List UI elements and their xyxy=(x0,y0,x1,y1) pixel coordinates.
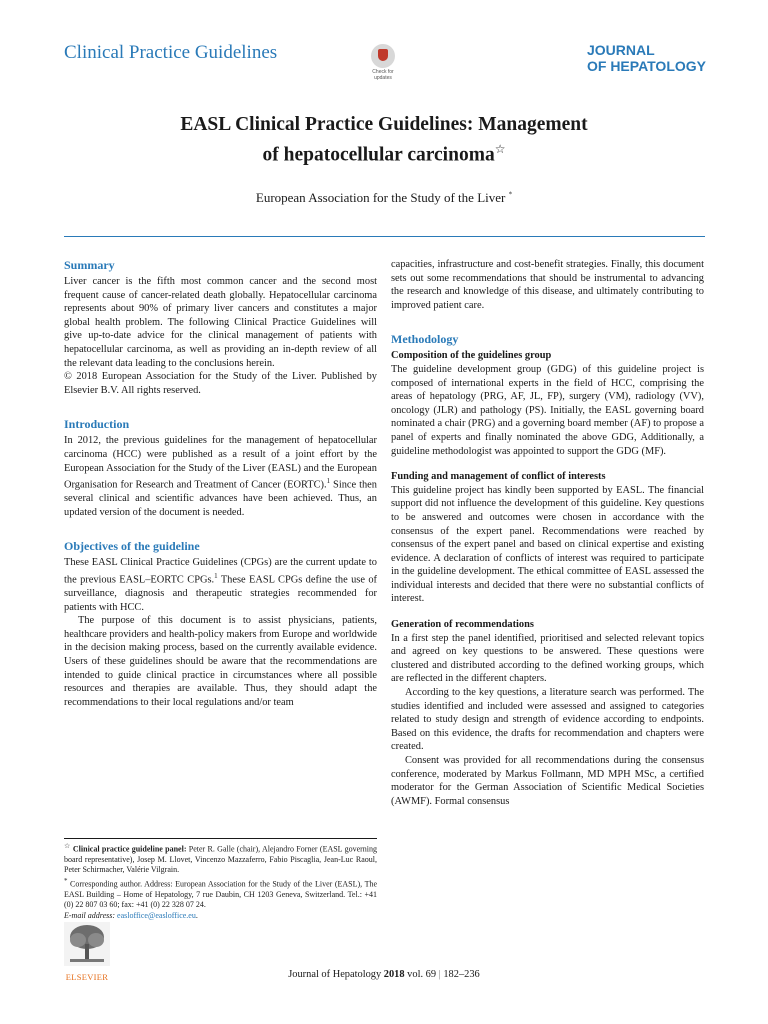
journal-logo-line2: OF HEPATOLOGY xyxy=(586,58,706,74)
badge-line1: Check for xyxy=(372,69,394,75)
section-title: Clinical Practice Guidelines xyxy=(64,42,278,63)
generation-paragraph-2: According to the key questions, a literature search was performed. The studies identified and included were assessed and assigned to categories related to study design and strength of evidence according to endpoints. Based on this evidence, the drafts for recommendation and chapters were created. xyxy=(391,687,704,753)
generation-paragraph-1: In a first step the panel identified, prioritised and selected relevant topics and agreed on key questions to be answered. These questions were clustered and distributed according to the defined working groups, which are reflected in the different chapters. xyxy=(391,632,704,685)
footer-pages: 182–236 xyxy=(443,969,480,980)
objectives-paragraph-2: The purpose of this document is to assist physicians, patients, healthcare providers and health-policy makers from Europe and worldwide in the decision making process, based on the currently available evidence. Users of these guidelines should be aware that the recommendations are intended to guide clinical practice in circumstances where all possible resources and therapies are available. Thus, they should adapt the recommendations to their local regulations and/or team xyxy=(64,615,377,708)
journal-logo xyxy=(587,42,706,74)
footnote-panel: ☆ Clinical practice guideline panel: Peter R. Galle (chair), Alejandro Forner (EASL governing board representative), Josep M. Llovet, Vincenzo Mazzaferro, Fabio Piscaglia, Jean-Luc Raoul, Peter Schirmacher, Valérie Vilgrain. xyxy=(64,842,378,875)
funding-text: This guideline project has kindly been supported by EASL. The financial support did not influence the development of this guideline. Key questions to be answered and outcomes were chosen in accordance with the consensus of the expert panel. Recommendations were reached by consensus of the expert panel and based on clinical expertise and existing evidence. A declaration of conflicts of interest was required to participate in the guideline development. The ethical committee of EASL assessed the individual interests and decided that there were no substantial conflicts of interest. xyxy=(391,484,704,605)
article-title xyxy=(100,113,668,168)
badge-line2: updates xyxy=(374,75,392,81)
tree-icon xyxy=(64,922,110,966)
reference-link[interactable]: 1 xyxy=(214,571,218,580)
footer-journal: Journal of Hepatology xyxy=(288,969,382,980)
objectives-paragraph-1: These EASL Clinical Practice Guidelines (CPGs) are the current update to the previous EASL–EORTC CPGs.$^1$ These EASL CPGs define the use of surveillance, diagnosis and therapeutic strategies recommended for patients with HCC. xyxy=(64,557,377,613)
summary-heading: Summary xyxy=(64,258,115,272)
methodology-heading: Methodology xyxy=(391,332,459,347)
introduction-heading: Introduction xyxy=(64,417,130,432)
composition-text: The guideline development group (GDG) of this guideline project is composed of international experts in the field of HCC, comprising the areas of hepatology (PRG, AF, JL, FP), surgery (VM), radiology (VV), oncology (JLR) and pathology (PS). Initially, the EASL governing board nominated a chair (PRG) and a governing board member (AF) to propose a panel of experts and finally nominated the above GDG, Additionally, a guideline methodologist was appointed to support the GDG (MF). xyxy=(391,363,704,457)
footer-volume: vol. 69 xyxy=(407,969,437,980)
right-column xyxy=(391,258,704,808)
article-title-line2: of hepatocellular carcinoma xyxy=(262,144,495,166)
funding-heading: Funding and management of conflict of interests xyxy=(391,471,606,483)
footer-year: 2018 xyxy=(383,969,405,980)
page-footer xyxy=(0,969,768,980)
author-footnote-mark[interactable]: * xyxy=(508,190,513,199)
footnote-corresponding: * Corresponding author. Address: European Association for the Study of the Liver (EASL), The EASL Building – Home of Hepatology, 7 rue Daubin, CH 1203 Geneva, Switzerland. Tel.: +41 (0) 22 807 03 60; fax: +41 (0) 22 328 07 24. xyxy=(64,876,377,910)
footnote-email: E-mail address: easloffice@easloffice.eu. xyxy=(64,910,198,920)
reference-link[interactable]: 1 xyxy=(326,477,331,486)
header-divider xyxy=(64,236,705,237)
check-for-updates-badge[interactable] xyxy=(366,44,400,84)
summary-text: Liver cancer is the fifth most common cancer and the second most frequent cause of cancer-related death globally. Hepatocellular carcinoma represents about 90% of primary liver cancers and constitutes a major global health problem. The following Clinical Practice Guidelines will give up-to-date advice for the clinical management of patients with hepatocellular carcinoma, as well as providing an in-depth review of all the relevant data leading to the conclusions herein. xyxy=(64,276,377,369)
footnotes xyxy=(64,838,377,921)
email-link[interactable]: easloffice@easloffice.eu xyxy=(117,910,196,920)
left-column xyxy=(64,258,377,709)
title-footnote-mark[interactable]: ☆ xyxy=(494,142,506,156)
generation-heading: Generation of recommendations xyxy=(391,619,534,631)
composition-heading: Composition of the guidelines group xyxy=(391,350,552,362)
bookmark-icon xyxy=(371,44,395,68)
author-name: European Association for the Study of the Liver xyxy=(255,190,506,205)
footer-separator: | xyxy=(438,969,441,980)
objectives-heading: Objectives of the guideline xyxy=(64,539,200,554)
publisher-name: ELSEVIER xyxy=(65,972,109,982)
article-title-line1: EASL Clinical Practice Guidelines: Management xyxy=(180,114,588,135)
journal-logo-line1: JOURNAL xyxy=(586,42,655,58)
generation-paragraph-3: Consent was provided for all recommendations during the consensus conference, moderated by Markus Follmann, MD MPH MSc, a certified moderator for the German Association of Scientific Medical Societies (AWMF). Formal consensus xyxy=(391,755,704,807)
article-author xyxy=(100,190,668,206)
objectives-continuation: capacities, infrastructure and cost-benefit strategies. Finally, this document sets out some recommendations that should be instrumental to advancing the research and knowledge of this disease, and ultimately contributing to improved patient care. xyxy=(391,259,704,311)
introduction-text: In 2012, the previous guidelines for the management of hepatocellular carcinoma (HCC) were published as a result of a joint effort by the European Association for the Study of the Liver (EASL) and the European Organisation for Research and Treatment of Cancer (EORTC).$^1$ Since then several clinical and scientific advances have been achieved. Thus, an updated version of the document is needed. xyxy=(64,435,377,518)
summary-copyright: © 2018 European Association for the Study of the Liver. Published by Elsevier B.V. All rights reserved. xyxy=(64,371,377,396)
